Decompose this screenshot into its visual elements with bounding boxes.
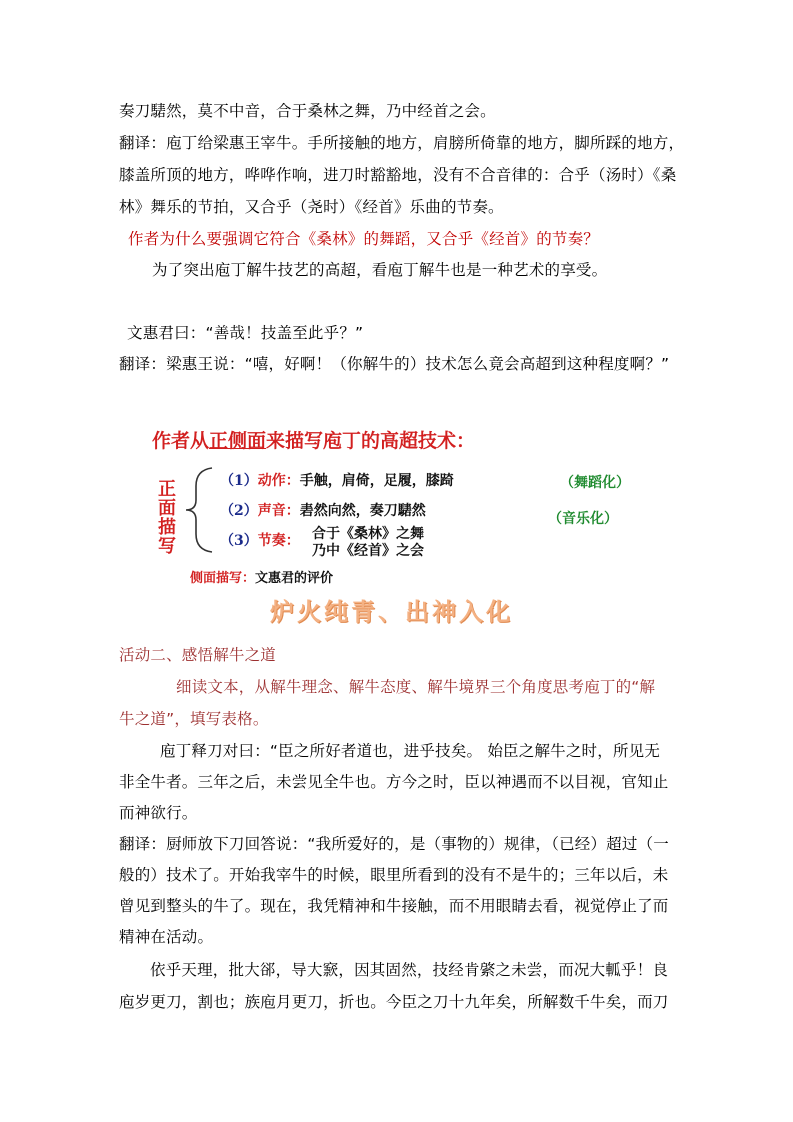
text-line: 依乎天理，批大郤，导大窾，因其固然，技经肯綮之未尝，而况大軱乎！良: [150, 961, 669, 979]
rhythm-value-2: 乃中《经首》之会: [312, 543, 424, 559]
diagram-row-rhythm: （3）节奏：: [220, 533, 300, 549]
task-line: 细读文本，从解牛理念、解牛态度、解牛境界三个角度思考庖丁的“解: [176, 678, 656, 696]
translation-line: 膝盖所顶的地方，哗哗作响，进刀时豁豁地，没有不合音律的：合乎（汤时）《桑: [119, 166, 677, 184]
text-line: 非全牛者。三年之后，未尝见全牛也。方今之时，臣以神遇而不以目视，官知止: [119, 773, 669, 791]
dance-tag: （舞蹈化）: [560, 475, 630, 491]
section-heading: 活动二、感悟解牛之道: [119, 646, 277, 664]
title-underlined: 正侧面: [209, 430, 267, 452]
question-line: 作者为什么要强调它符合《桑林》的舞蹈，又合乎《经首》的节奏？: [128, 230, 600, 248]
translation-line: 林》舞乐的节拍，又合乎（尧时）《经首》乐曲的节奏。: [119, 198, 504, 216]
translation-line: 般的）技术了。开始我宰牛的时候，眼里所看到的没有不是牛的；三年以后，未: [119, 866, 669, 884]
text-line: 庖岁更刀，割也；族庖月更刀，折也。今臣之刀十九年矣，所解数千牛矣，而刀: [119, 993, 669, 1011]
translation-line: 精神在活动。: [119, 928, 214, 946]
text-line: 庖丁释刀对曰：“臣之所好者道也，进乎技矣。 始臣之解牛之时，所见无: [160, 742, 661, 760]
writing-technique-diagram: [140, 420, 660, 630]
brace-icon: [184, 466, 214, 554]
conclusion-banner: 炉火纯青、出神入化: [270, 597, 513, 626]
text-line: 而神欲行。: [119, 804, 198, 822]
front-description-label: 正面描写: [158, 479, 176, 557]
side-description: 侧面描写：文惠君的评价: [190, 571, 334, 586]
diagram-row-action: （1）动作：手触，肩倚，足履，膝踦: [220, 473, 454, 489]
text-line: 奏刀騞然，莫不中音，合于桑林之舞，乃中经首之会。: [119, 102, 496, 120]
task-line: 牛之道”，填写表格。: [119, 710, 269, 728]
quote-line: 文惠君曰：“善哉！技盖至此乎？”: [127, 324, 364, 342]
music-tag: （音乐化）: [548, 511, 618, 527]
translation-line: 翻译：庖丁给梁惠王宰牛。手所接触的地方，肩膀所倚靠的地方，脚所踩的地方，: [119, 134, 685, 152]
rhythm-value-1: 合于《桑林》之舞: [312, 526, 424, 542]
diagram-row-sound: （2）声音：砉然向然，奏刀騞然: [220, 503, 426, 519]
diagram-title: 作者从正侧面来描写庖丁的高超技术：: [152, 430, 476, 452]
translation-line: 翻译：梁惠王说：“嘻，好啊！（你解牛的）技术怎么竟会高超到这种程度啊？”: [119, 355, 670, 373]
answer-line: 为了突出庖丁解牛技艺的高超，看庖丁解牛也是一种艺术的享受。: [152, 261, 608, 279]
translation-line: 曾见到整头的牛了。现在，我凭精神和牛接触，而不用眼睛去看，视觉停止了而: [119, 897, 669, 915]
translation-line: 翻译：厨师放下刀回答说：“我所爱好的，是（事物的）规律，（已经）超过（一: [119, 835, 669, 853]
